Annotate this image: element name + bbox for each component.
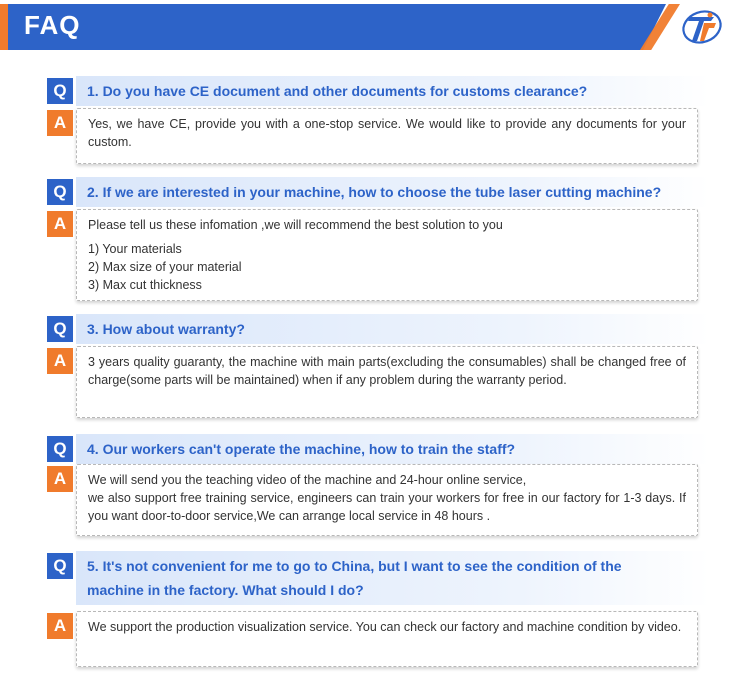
header-accent-bar bbox=[0, 4, 8, 50]
answer-line: 2) Max size of your material bbox=[88, 260, 242, 274]
page-title: FAQ bbox=[24, 10, 81, 40]
answer-box bbox=[76, 209, 698, 301]
answer-line: 1) Your materials bbox=[88, 242, 182, 256]
answer-badge: A bbox=[47, 211, 73, 237]
answer-text bbox=[88, 216, 686, 294]
header-title-bar bbox=[8, 4, 666, 50]
answer-line: We will send you the teaching video of the machine and 24-hour online service, bbox=[88, 473, 527, 487]
question-line: machine in the factory. What should I do? bbox=[87, 582, 364, 598]
answer-badge: A bbox=[47, 110, 73, 136]
question-badge: Q bbox=[47, 436, 73, 462]
question-badge: Q bbox=[47, 78, 73, 104]
answer-text bbox=[88, 471, 686, 525]
question-line: 5. It's not convenient for me to go to China, but I want to see the condition of the bbox=[87, 558, 622, 574]
answer-line: Please tell us these infomation ,we will recommend the best solution to you bbox=[88, 218, 503, 232]
question-text: 1. Do you have CE document and other documents for customs clearance? bbox=[87, 83, 588, 99]
answer-box bbox=[76, 346, 698, 418]
answer-badge: A bbox=[47, 613, 73, 639]
faq-header bbox=[0, 4, 750, 50]
answer-box bbox=[76, 108, 698, 164]
company-logo-icon bbox=[680, 9, 724, 45]
question-badge: Q bbox=[47, 316, 73, 342]
question-text bbox=[87, 554, 622, 602]
question-badge: Q bbox=[47, 179, 73, 205]
answer-line: we also support free training service, engineers can train your workers for free in our factory for 1-3 days. If you want door-to-door service,We can arrange local service in 48 hours . bbox=[88, 491, 686, 523]
answer-text: 3 years quality guaranty, the machine with main parts(excluding the consumables) shall be changed free of charge(some parts will be maintained) when if any problem during the warranty period. bbox=[88, 355, 686, 387]
answer-badge: A bbox=[47, 348, 73, 374]
answer-line: 3) Max cut thickness bbox=[88, 278, 202, 292]
answer-text: We support the production visualization service. You can check our factory and machine condition by video. bbox=[88, 620, 682, 634]
question-badge: Q bbox=[47, 553, 73, 579]
answer-text: Yes, we have CE, provide you with a one-stop service. We would like to provide any documents for your custom. bbox=[88, 117, 686, 149]
answer-badge: A bbox=[47, 466, 73, 492]
answer-box bbox=[76, 464, 698, 536]
question-text: 3. How about warranty? bbox=[87, 321, 245, 337]
question-text: 4. Our workers can't operate the machine, how to train the staff? bbox=[87, 441, 516, 457]
question-text: 2. If we are interested in your machine, how to choose the tube laser cutting machine? bbox=[87, 184, 662, 200]
answer-box bbox=[76, 611, 698, 667]
